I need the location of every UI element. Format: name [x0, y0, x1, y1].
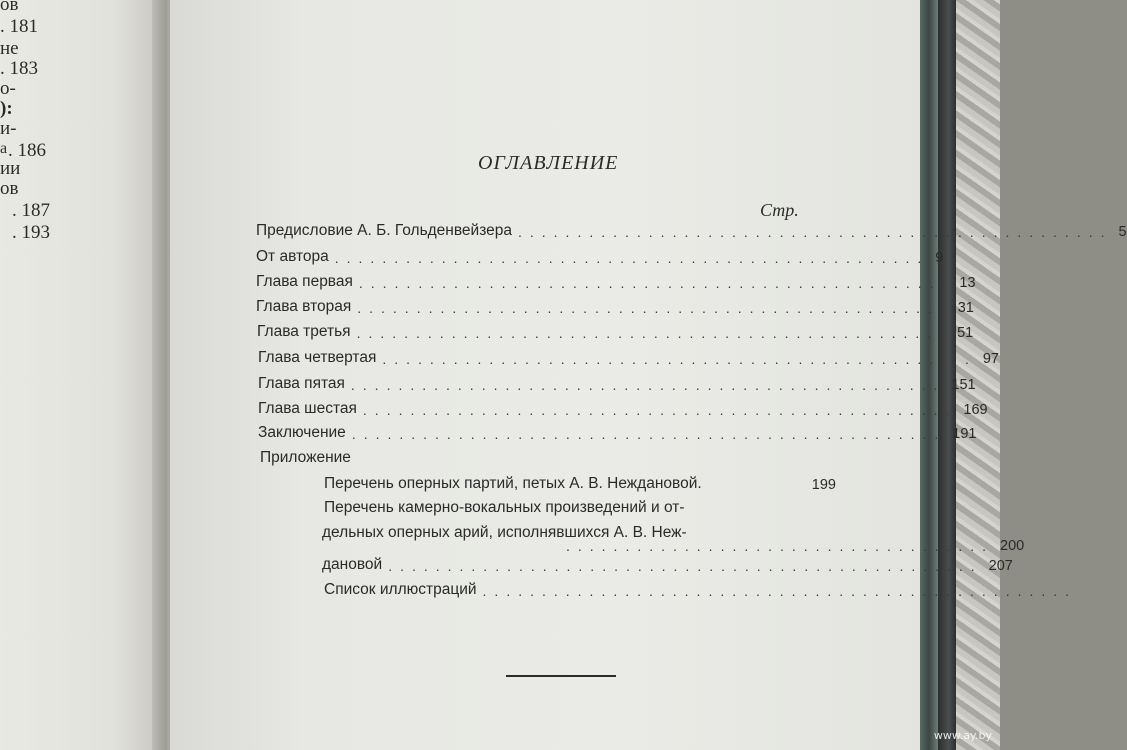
leader-dots: ..................................................	[351, 426, 947, 442]
page-column-label: Стр.	[760, 200, 799, 220]
leader-dots: ..................................................	[362, 402, 958, 418]
toc-entry-page: 151	[951, 377, 976, 393]
left-page-line: и-	[0, 118, 17, 139]
toc-entry-title: Глава третья	[257, 323, 351, 340]
toc-entry-title: Предисловие А. Б. Гольденвейзера	[256, 222, 512, 239]
toc-entry-page: 169	[963, 402, 988, 418]
left-page-line: ов	[0, 178, 19, 199]
toc-entry-title: Глава пятая	[258, 375, 345, 392]
left-page-line: ов	[0, 0, 19, 15]
leader-dots: ..................................................	[482, 583, 1078, 599]
left-page-line: ):	[0, 98, 13, 119]
left-page-line: не	[0, 38, 19, 59]
toc-entry-page: 5	[1118, 224, 1127, 240]
leader-dots: ..................................................	[356, 325, 952, 341]
toc-entry-title: Глава первая	[256, 273, 353, 290]
toc-entry	[256, 244, 944, 266]
toc-entry-title: От автора	[256, 248, 329, 265]
toc-entry	[257, 319, 974, 341]
left-page-line: . 187	[12, 200, 50, 221]
toc-entry-title: Перечень оперных партий, петых А. В. Неждановой.	[324, 475, 702, 492]
leader-dots: ..................................................	[382, 351, 977, 367]
toc-entry-title: дановой	[322, 556, 383, 573]
toc-sub-entry	[560, 532, 1025, 554]
toc-entry-page: 199	[811, 477, 836, 493]
left-page-line: . 186	[8, 140, 46, 161]
toc-entry-title: Глава вторая	[256, 298, 352, 315]
toc-entry	[256, 269, 976, 291]
toc-entry	[260, 445, 560, 467]
toc-entry-title: Глава шестая	[258, 400, 357, 417]
toc-entry-page: 191	[952, 426, 977, 442]
left-page-line: . 181	[0, 16, 38, 37]
toc-entry-title: Приложение	[260, 449, 351, 466]
toc-sub-entry	[324, 471, 836, 493]
leader-dots: ..................................................	[518, 224, 1113, 240]
toc-entry	[256, 218, 1127, 240]
leader-dots: ....................................	[566, 538, 995, 554]
toc-entry-title: Глава четвертая	[258, 349, 377, 366]
leader-dots: ..................................................	[358, 275, 954, 291]
toc-entry	[258, 396, 988, 418]
toc-entry	[256, 294, 974, 316]
toc-sub-entry	[324, 495, 844, 517]
toc-entry-page: 200	[1000, 538, 1025, 554]
toc-entry-page: 51	[957, 325, 974, 341]
toc-heading: ОГЛАВЛЕНИЕ	[478, 152, 619, 174]
book-cover	[938, 0, 956, 750]
toc-entry	[258, 345, 999, 367]
leader-dots: ..................................................	[350, 377, 946, 393]
toc-entry-title: Заключение	[258, 424, 346, 441]
left-page-line: ии	[0, 158, 21, 179]
toc-entry-page: 13	[959, 275, 976, 291]
toc-entry-title: Перечень камерно-вокальных произведений и от-	[324, 499, 685, 516]
left-page-line: . 183	[0, 58, 38, 79]
left-page	[0, 0, 160, 750]
toc-entry	[258, 420, 977, 442]
end-rule	[506, 675, 616, 677]
toc-entry-page: 9	[935, 250, 944, 266]
left-page-line: а	[0, 140, 8, 157]
watermark: www.ay.by	[933, 729, 992, 742]
book-edge	[920, 0, 938, 750]
toc-entry-page: 31	[957, 300, 974, 316]
toc-sub-entry	[322, 552, 1013, 574]
leader-dots: ..................................................	[334, 250, 930, 266]
leader-dots: ..................................................	[388, 558, 983, 574]
toc-entry-page: 207	[988, 558, 1013, 574]
left-page-line: . 193	[12, 222, 50, 243]
toc-entry	[258, 371, 976, 393]
toc-entry-title: Список иллюстраций	[324, 581, 477, 598]
toc-entry-page: 97	[982, 351, 999, 367]
toc-sub-entry	[324, 577, 1078, 599]
leader-dots: ..................................................	[357, 300, 952, 316]
background-cloth	[956, 0, 1000, 750]
toc-entry-title: дельных оперных арий, исполнявшихся А. В. Неж-	[322, 524, 687, 541]
left-page-line: о-	[0, 78, 16, 99]
